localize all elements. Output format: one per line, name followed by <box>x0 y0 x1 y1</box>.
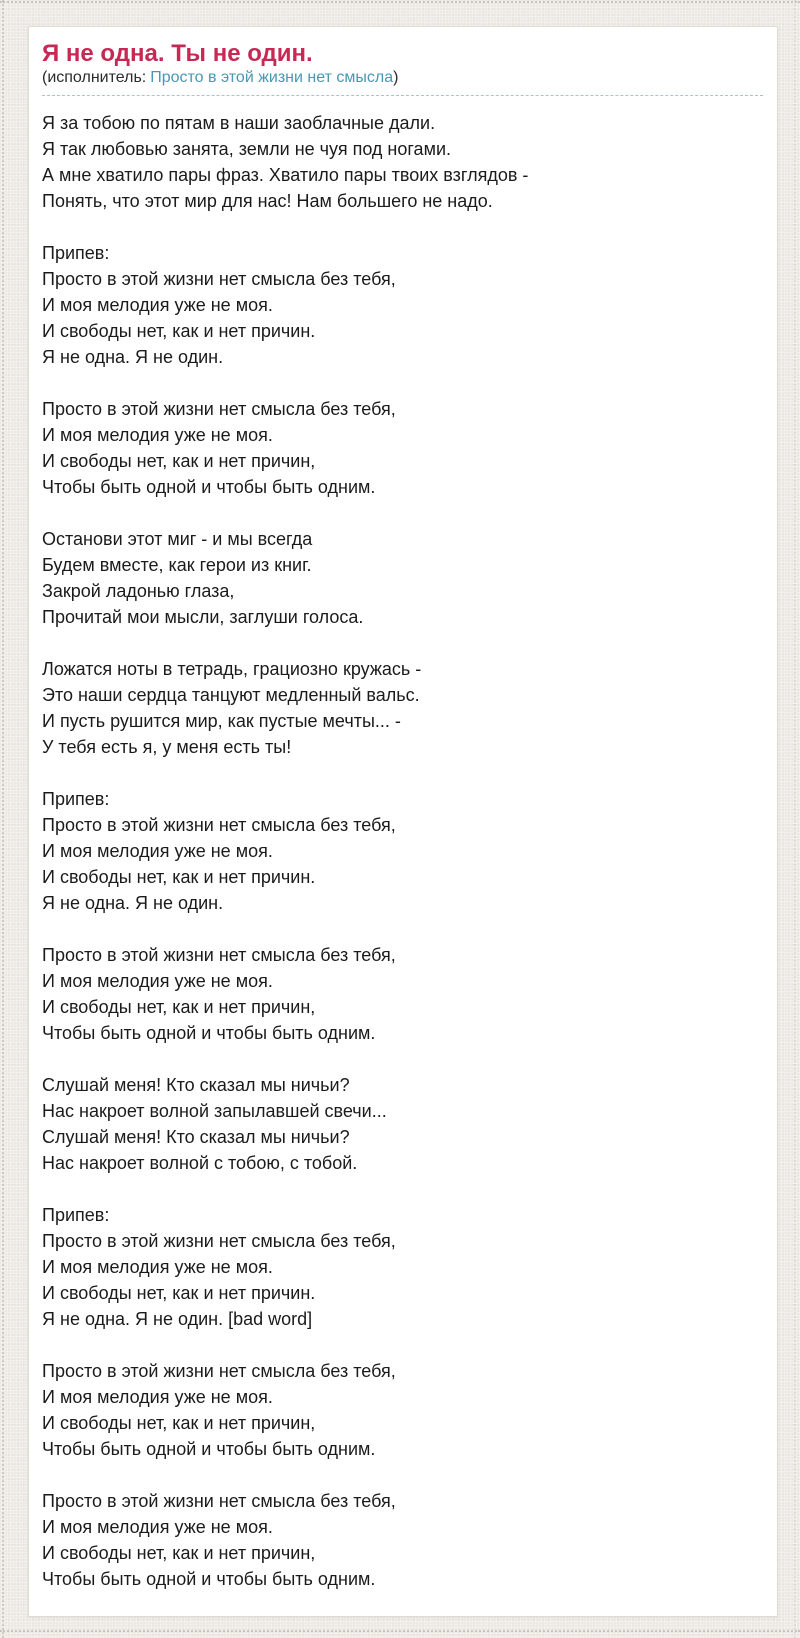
lyric-line: Нас накроет волной запылавшей свечи... <box>42 1101 387 1121</box>
lyric-line: Слушай меня! Кто сказал мы ничьи? <box>42 1075 350 1095</box>
lyric-line: Я не одна. Я не один. [bad word] <box>42 1309 313 1329</box>
stanza <box>42 526 763 630</box>
stanza <box>42 1072 763 1176</box>
stanza <box>42 1358 763 1462</box>
lyric-line: И пусть рушится мир, как пустые мечты... - <box>42 711 401 731</box>
stitch-line-left <box>2 0 4 1638</box>
lyric-line: Останови этот миг - и мы всегда <box>42 529 313 549</box>
performer-label: (исполнитель: <box>42 69 147 86</box>
lyric-line: Просто в этой жизни нет смысла без тебя, <box>42 945 396 965</box>
lyric-line: Я так любовью занята, земли не чуя под ногами. <box>42 139 451 159</box>
stitch-line-top <box>0 1 800 3</box>
stanza <box>42 786 763 916</box>
lyric-line: Чтобы быть одной и чтобы быть одним. <box>42 1569 376 1589</box>
lyric-line: Понять, что этот мир для нас! Нам большего не надо. <box>42 191 493 211</box>
lyric-line: Просто в этой жизни нет смысла без тебя, <box>42 815 396 835</box>
lyric-line: Припев: <box>42 1205 110 1225</box>
lyric-line: И моя мелодия уже не моя. <box>42 1387 273 1407</box>
stanza <box>42 396 763 500</box>
lyric-line: Просто в этой жизни нет смысла без тебя, <box>42 1361 396 1381</box>
lyric-line: Ложатся ноты в тетрадь, грациозно кружась - <box>42 659 422 679</box>
lyric-line: Я не одна. Я не один. <box>42 347 224 367</box>
lyric-line: И свободы нет, как и нет причин. <box>42 867 316 887</box>
stanza <box>42 1202 763 1332</box>
lyric-line: И моя мелодия уже не моя. <box>42 425 273 445</box>
lyric-line: Просто в этой жизни нет смысла без тебя, <box>42 269 396 289</box>
stanza <box>42 240 763 370</box>
lyric-line: И моя мелодия уже не моя. <box>42 295 273 315</box>
lyric-line: Чтобы быть одной и чтобы быть одним. <box>42 477 376 497</box>
lyric-line: Просто в этой жизни нет смысла без тебя, <box>42 1231 396 1251</box>
performer-suffix: ) <box>393 69 399 86</box>
lyric-line: Слушай меня! Кто сказал мы ничьи? <box>42 1127 350 1147</box>
lyric-line: И моя мелодия уже не моя. <box>42 971 273 991</box>
lyric-line: Просто в этой жизни нет смысла без тебя, <box>42 399 396 419</box>
lyric-line: Будем вместе, как герои из книг. <box>42 555 312 575</box>
stitch-line-right <box>794 0 796 1638</box>
lyric-line: Это наши сердца танцуют медленный вальс. <box>42 685 420 705</box>
lyric-line: Припев: <box>42 243 110 263</box>
stanza <box>42 942 763 1046</box>
lyric-line: Я за тобою по пятам в наши заоблачные дали. <box>42 113 436 133</box>
lyric-line: И свободы нет, как и нет причин, <box>42 997 316 1017</box>
song-header <box>42 41 763 96</box>
lyric-line: И свободы нет, как и нет причин, <box>42 1543 316 1563</box>
lyric-line: И моя мелодия уже не моя. <box>42 1517 273 1537</box>
lyric-line: Чтобы быть одной и чтобы быть одним. <box>42 1023 376 1043</box>
lyric-line: И свободы нет, как и нет причин, <box>42 1413 316 1433</box>
lyric-line: И свободы нет, как и нет причин, <box>42 451 316 471</box>
performer-line <box>42 68 763 96</box>
lyric-line: А мне хватило пары фраз. Хватило пары твоих взглядов - <box>42 165 529 185</box>
artist-link[interactable]: Просто в этой жизни нет смысла <box>150 69 394 86</box>
lyric-line: И моя мелодия уже не моя. <box>42 1257 273 1277</box>
stanza <box>42 110 763 214</box>
stanza <box>42 656 763 760</box>
lyric-line: Я не одна. Я не один. <box>42 893 224 913</box>
lyric-line: Нас накроет волной с тобою, с тобой. <box>42 1153 358 1173</box>
stitch-line-bottom <box>0 1630 800 1632</box>
lyric-line: И свободы нет, как и нет причин. <box>42 1283 316 1303</box>
lyric-line: Прочитай мои мысли, заглуши голоса. <box>42 607 364 627</box>
lyric-line: У тебя есть я, у меня есть ты! <box>42 737 292 757</box>
lyrics-card <box>28 26 778 1617</box>
lyrics-text <box>42 110 763 1592</box>
lyric-line: И свободы нет, как и нет причин. <box>42 321 316 341</box>
lyric-line: Просто в этой жизни нет смысла без тебя, <box>42 1491 396 1511</box>
lyric-line: И моя мелодия уже не моя. <box>42 841 273 861</box>
lyric-line: Чтобы быть одной и чтобы быть одним. <box>42 1439 376 1459</box>
lyric-line: Закрой ладонью глаза, <box>42 581 235 601</box>
lyric-line: Припев: <box>42 789 110 809</box>
stanza <box>42 1488 763 1592</box>
page-title: Я не одна. Ты не один. <box>42 40 313 67</box>
